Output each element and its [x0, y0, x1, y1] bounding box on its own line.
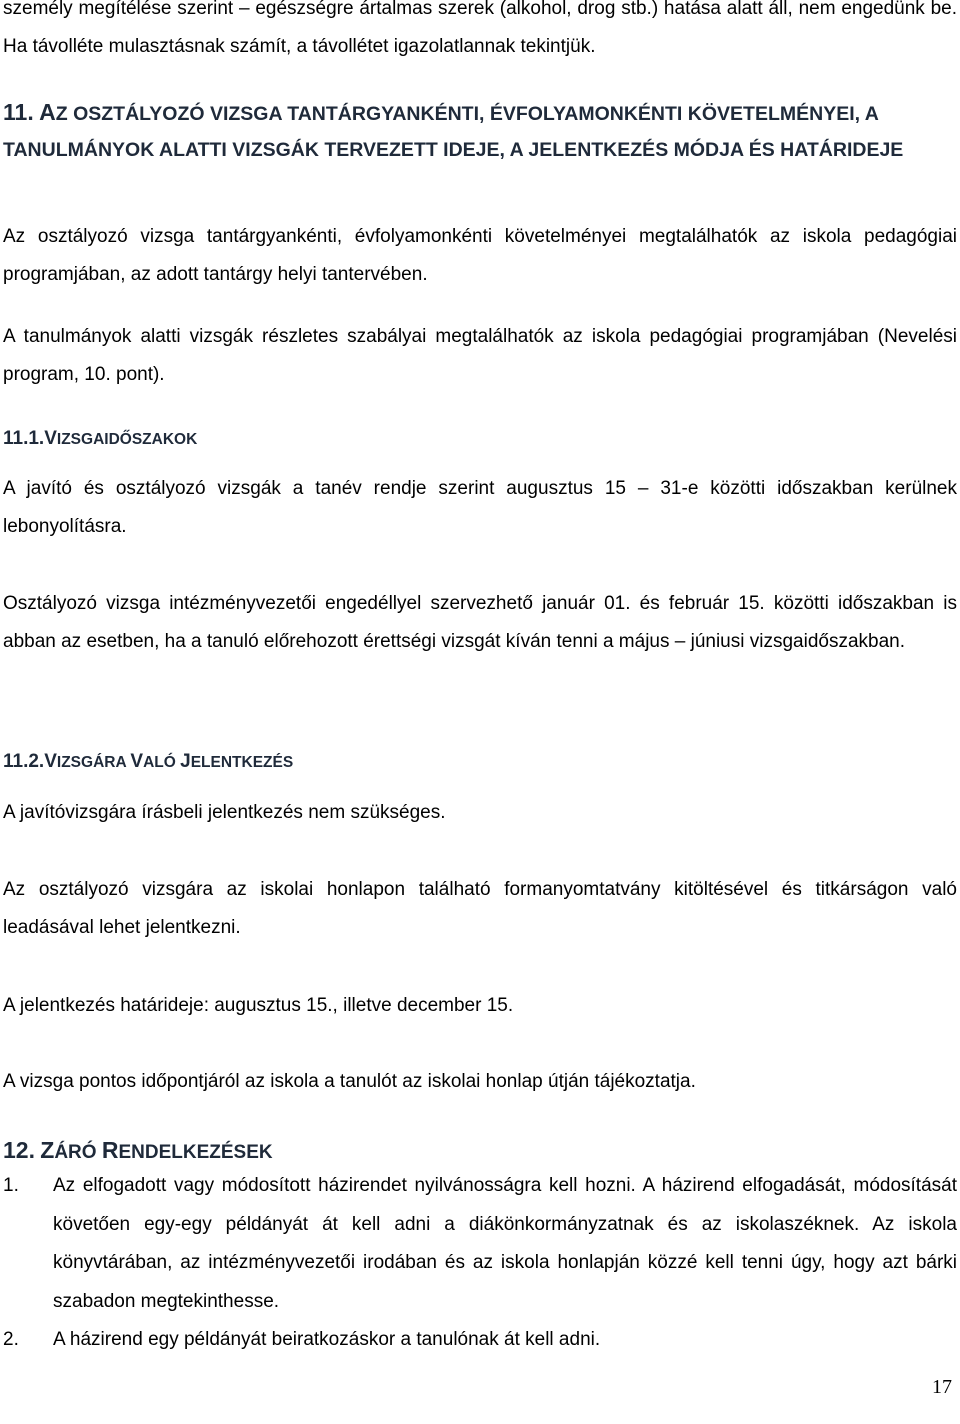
- section-11-title: Z OSZTÁLYOZÓ VIZSGA TANTÁRGYANKÉNTI, ÉVFOLYAMONKÉNTI KÖVETELMÉNYEI, A TANULMÁNYOK ALATTI VIZSGÁK TERVEZETT IDEJE, A JELENTKEZÉS MÓDJA ÉS HATÁRIDEJE: [3, 103, 904, 161]
- subsection-11-2-paragraph-3: A jelentkezés határideje: augusztus 15., illetve december 15.: [3, 995, 514, 1016]
- section-11-paragraph-1: Az osztályozó vizsga tantárgyankénti, évfolyamonkénti követelményei megtalálhatók az iskola pedagógiai programjában, az adott tantárgy helyi tantervében.: [3, 226, 957, 285]
- section-11-number: 11.: [3, 99, 34, 125]
- subsection-11-2-cap-2: V: [130, 751, 144, 772]
- subsection-11-2-title-a: IZSGÁRA: [56, 754, 131, 771]
- list-item: [3, 1167, 957, 1321]
- subsection-11-1-first-letter: V: [44, 428, 57, 449]
- list-item-text: Az elfogadott vagy módosított házirendet nyilvánosságra kell hozni. A házirend elfogadását, módosítását követően egy-egy példányát át kell adni a diákönkormányzatnak és az iskolaszéknek. Az iskola könyvtárában, az intézményvezetői irodában és az iskola honlapján közzé kell tenni úgy, hogy azt bárki szabadon megtekinthesse.: [53, 1175, 957, 1312]
- subsection-11-2-paragraph-4: A vizsga pontos időpontjáról az iskola a tanulót az iskolai honlap útján tájékoztatja.: [3, 1071, 696, 1092]
- section-12-heading: [3, 1134, 273, 1169]
- subsection-11-1-paragraph-1: A javító és osztályozó vizsgák a tanév rendje szerint augusztus 15 – 31-e közötti időszakban kerülnek lebonyolításra.: [3, 478, 957, 537]
- subsection-11-2-paragraph-2: Az osztályozó vizsgára az iskolai honlapon található formanyomtatvány kitöltésével és titkárságon való leadásával lehet jelentkezni.: [3, 879, 957, 938]
- list-item-marker: 1.: [3, 1175, 19, 1196]
- section-12-title-a: ÁRÓ: [54, 1142, 102, 1163]
- subsection-11-1-number: 11.1.: [3, 428, 45, 449]
- section-12-cap-2: R: [101, 1137, 119, 1163]
- subsection-11-1-paragraph-2: Osztályozó vizsga intézményvezetői engedéllyel szervezhető január 01. és február 15. közötti időszakban is abban az esetben, ha a tanuló előrehozott érettségi vizsgát kíván tenni a május – júniusi vizsgaidőszakban.: [3, 593, 957, 652]
- closing-provisions-list: [3, 1167, 957, 1360]
- intro-paragraph: személy megítélése szerint – egészségre ártalmas szerek (alkohol, drog stb.) hatása alatt áll, nem engedünk be. Ha távolléte mulasztásnak számít, a távollétet igazolatlannak tekintjük.: [3, 0, 957, 57]
- subsection-11-2-first-letter: V: [44, 751, 57, 772]
- subsection-11-1-heading: [3, 424, 197, 455]
- section-11-heading: [3, 94, 957, 168]
- section-11-paragraph-2: A tanulmányok alatti vizsgák részletes szabályai megtalálhatók az iskola pedagógiai programjában (Nevelési program, 10. pont).: [3, 326, 957, 385]
- subsection-11-1-title: IZSGAIDŐSZAKOK: [56, 431, 198, 448]
- section-12-title-b: ENDELKEZÉSEK: [118, 1142, 273, 1163]
- subsection-11-2-cap-3: J: [180, 751, 191, 772]
- subsection-11-2-title-c: ELENTKEZÉS: [190, 754, 294, 771]
- section-12-first-letter: Z: [40, 1137, 55, 1163]
- list-item-marker: 2.: [3, 1329, 19, 1350]
- list-item: [3, 1321, 957, 1360]
- subsection-11-2-title-b: ALÓ: [143, 754, 181, 771]
- list-item-text: A házirend egy példányát beiratkozáskor a tanulónak át kell adni.: [53, 1329, 601, 1350]
- section-12-number: 12.: [3, 1137, 35, 1163]
- subsection-11-2-paragraph-1: A javítóvizsgára írásbeli jelentkezés nem szükséges.: [3, 802, 446, 823]
- subsection-11-2-number: 11.2.: [3, 751, 45, 772]
- page-number: 17: [932, 1376, 952, 1398]
- subsection-11-2-heading: [3, 747, 293, 778]
- section-11-first-letter: A: [39, 99, 56, 125]
